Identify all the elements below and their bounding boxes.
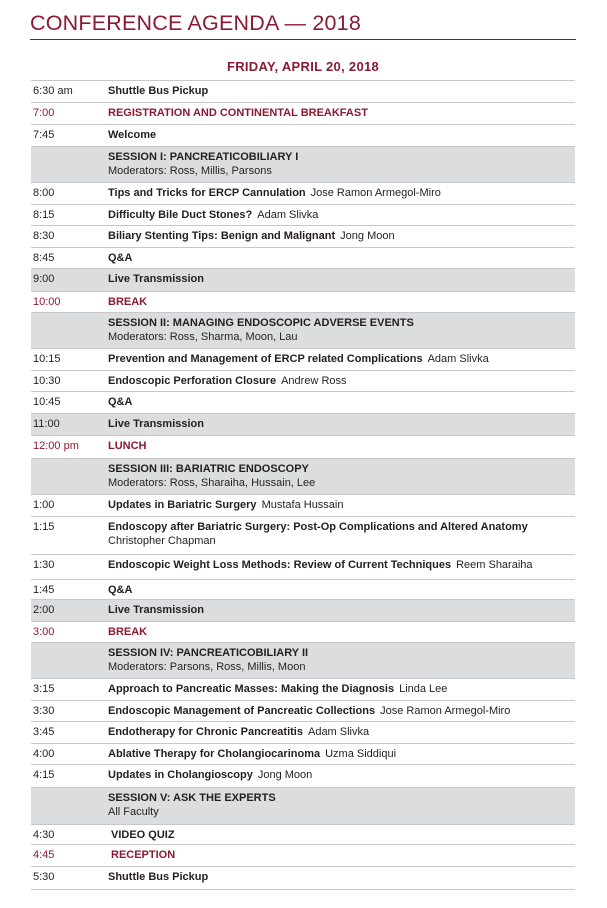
agenda-row: [31, 125, 575, 147]
agenda-time: 12:00 pm: [33, 440, 79, 452]
agenda-entry: [108, 705, 573, 719]
agenda-entry: [108, 317, 573, 344]
agenda-entry: [108, 440, 573, 454]
agenda-detail: Moderators: Parsons, Ross, Millis, Moon: [108, 660, 306, 673]
agenda-entry: [108, 252, 573, 266]
agenda-row: [31, 414, 575, 436]
agenda-title: Updates in Bariatric Surgery: [108, 499, 257, 511]
agenda-row: [31, 600, 575, 622]
agenda-title: SESSION IV: PANCREATICOBILIARY II: [108, 647, 309, 659]
agenda-row: [31, 103, 575, 125]
agenda-time: 10:00: [33, 296, 61, 308]
agenda-entry: [108, 463, 573, 490]
agenda-entry: [108, 353, 573, 367]
agenda-time: 8:30: [33, 230, 55, 242]
agenda-title: Live Transmission: [108, 418, 204, 430]
agenda-row: [31, 825, 575, 845]
agenda-entry: [108, 209, 573, 223]
agenda-entry: [108, 230, 573, 244]
agenda-row: [31, 495, 575, 517]
agenda-time: 8:00: [33, 187, 55, 199]
agenda-title: Shuttle Bus Pickup: [108, 871, 209, 883]
agenda-row: [31, 248, 575, 269]
agenda-title: BREAK: [108, 626, 148, 638]
agenda-detail: All Faculty: [108, 805, 159, 818]
agenda-title: Endoscopic Management of Pancreatic Collections: [108, 705, 376, 717]
agenda-title: Welcome: [108, 129, 157, 141]
agenda-time: 4:45: [33, 849, 55, 861]
agenda-title: SESSION III: BARIATRIC ENDOSCOPY: [108, 463, 309, 475]
agenda-detail: Moderators: Ross, Millis, Parsons: [108, 164, 272, 177]
agenda-entry: [108, 151, 573, 178]
agenda-entry: [111, 829, 576, 843]
agenda-row: [31, 845, 575, 867]
agenda-entry: [108, 129, 573, 143]
agenda-detail: Christopher Chapman: [108, 534, 216, 547]
agenda-title: VIDEO QUIZ: [111, 829, 175, 841]
agenda-time: 8:15: [33, 209, 55, 221]
agenda-row: [31, 436, 575, 459]
agenda-entry: [108, 375, 573, 389]
agenda-time: 7:45: [33, 129, 55, 141]
agenda-title: LUNCH: [108, 440, 147, 452]
agenda-time: 11:00: [33, 418, 60, 430]
agenda-row: [31, 679, 575, 701]
agenda-row: [31, 371, 575, 392]
agenda-title: SESSION I: PANCREATICOBILIARY I: [108, 151, 299, 163]
agenda-row: [31, 269, 575, 292]
agenda-row: [31, 788, 575, 825]
agenda-title: Live Transmission: [108, 604, 204, 616]
agenda-time: 3:45: [33, 726, 55, 738]
agenda-entry: [108, 792, 573, 819]
agenda-row: [31, 722, 575, 744]
day-heading: FRIDAY, APRIL 20, 2018: [226, 59, 380, 74]
agenda-row: [31, 744, 575, 765]
agenda-speaker: Mustafa Hussain: [261, 499, 344, 511]
agenda-row: [31, 555, 575, 580]
agenda-row: [31, 205, 575, 226]
agenda-row: [31, 765, 575, 788]
agenda-title: BREAK: [108, 296, 148, 308]
agenda-time: 1:30: [33, 559, 55, 571]
agenda-row: [31, 580, 575, 600]
agenda-title: Endoscopy after Bariatric Surgery: Post-Op Complications and Altered Anatomy: [108, 521, 528, 533]
agenda-title: Live Transmission: [108, 273, 204, 285]
agenda-row: [31, 147, 575, 183]
agenda-entry: [108, 748, 573, 762]
agenda-title: Ablative Therapy for Cholangiocarinoma: [108, 748, 321, 760]
agenda-time: 1:00: [33, 499, 55, 511]
agenda-entry: [108, 187, 573, 201]
agenda-row: [31, 80, 575, 103]
agenda-speaker: Jong Moon: [257, 769, 313, 781]
agenda-entry: [108, 296, 573, 310]
agenda-row: [31, 701, 575, 722]
agenda-detail: Moderators: Ross, Sharma, Moon, Lau: [108, 330, 298, 343]
agenda-entry: [108, 499, 573, 513]
agenda-entry: [108, 396, 573, 410]
agenda-row: [31, 392, 575, 414]
agenda-time: 10:30: [33, 375, 61, 387]
agenda-table: [31, 80, 575, 890]
agenda-title: Endoscopic Perforation Closure: [108, 375, 277, 387]
agenda-title: Endoscopic Weight Loss Methods: Review of Current Techniques: [108, 559, 452, 571]
agenda-speaker: Reem Sharaiha: [456, 559, 533, 571]
agenda-entry: [108, 107, 573, 121]
agenda-title: Endotherapy for Chronic Pancreatitis: [108, 726, 303, 738]
agenda-title: Updates in Cholangioscopy: [108, 769, 253, 781]
agenda-time: 2:00: [33, 604, 55, 616]
agenda-entry: [108, 584, 573, 598]
agenda-title: SESSION V: ASK THE EXPERTS: [108, 792, 276, 804]
agenda-time: 4:00: [33, 748, 55, 760]
agenda-speaker: Jong Moon: [340, 230, 395, 242]
agenda-title: Approach to Pancreatic Masses: Making the Diagnosis: [108, 683, 395, 695]
agenda-entry: [108, 418, 573, 432]
agenda-speaker: Uzma Siddiqui: [325, 748, 397, 760]
page-title: CONFERENCE AGENDA — 2018: [30, 11, 361, 35]
agenda-entry: [108, 626, 573, 640]
agenda-speaker: Jose Ramon Armegol-Miro: [310, 187, 441, 199]
agenda-time: 4:15: [33, 769, 55, 781]
agenda-row: [31, 292, 575, 313]
agenda-title: Q&A: [108, 584, 133, 596]
agenda-time: 10:15: [33, 353, 61, 365]
agenda-title: Biliary Stenting Tips: Benign and Malignant: [108, 230, 336, 242]
agenda-time: 8:45: [33, 252, 55, 264]
agenda-time: 1:15: [33, 521, 55, 533]
agenda-title: Difficulty Bile Duct Stones?: [108, 209, 253, 221]
agenda-time: 5:30: [33, 871, 55, 883]
agenda-title: Q&A: [108, 252, 133, 264]
agenda-time: 7:00: [33, 107, 55, 119]
agenda-time: 1:45: [33, 584, 55, 596]
agenda-row: [31, 643, 575, 679]
agenda-entry: [111, 849, 576, 863]
agenda-row: [31, 226, 575, 248]
agenda-entry: [108, 273, 573, 287]
agenda-speaker: Linda Lee: [399, 683, 448, 695]
agenda-title: SESSION II: MANAGING ENDOSCOPIC ADVERSE EVENTS: [108, 317, 414, 329]
agenda-entry: [108, 726, 573, 740]
agenda-speaker: Jose Ramon Armegol-Miro: [380, 705, 511, 717]
agenda-entry: [108, 871, 573, 885]
agenda-title: REGISTRATION AND CONTINENTAL BREAKFAST: [108, 107, 368, 119]
agenda-entry: [108, 769, 573, 783]
agenda-time: 3:00: [33, 626, 55, 638]
agenda-row: [31, 313, 575, 349]
agenda-time: 9:00: [33, 273, 55, 285]
agenda-row: [31, 517, 575, 555]
agenda-time: 4:30: [33, 829, 55, 841]
agenda-row: [31, 622, 575, 643]
agenda-entry: [108, 85, 573, 99]
agenda-speaker: Adam Slivka: [427, 353, 489, 365]
agenda-title: Q&A: [108, 396, 133, 408]
agenda-title: Prevention and Management of ERCP related Complications: [108, 353, 423, 365]
agenda-time: 3:15: [33, 683, 55, 695]
agenda-row: [31, 867, 575, 890]
agenda-entry: [108, 521, 573, 548]
agenda-row: [31, 459, 575, 495]
agenda-speaker: Andrew Ross: [281, 375, 347, 387]
agenda-entry: [108, 683, 573, 697]
agenda-detail: Moderators: Ross, Sharaiha, Hussain, Lee: [108, 476, 316, 489]
agenda-title: Tips and Tricks for ERCP Cannulation: [108, 187, 306, 199]
agenda-title: RECEPTION: [111, 849, 176, 861]
agenda-time: 10:45: [33, 396, 61, 408]
agenda-time: 3:30: [33, 705, 55, 717]
agenda-title: Shuttle Bus Pickup: [108, 85, 209, 97]
agenda-entry: [108, 647, 573, 674]
agenda-entry: [108, 559, 573, 573]
agenda-speaker: Adam Slivka: [307, 726, 370, 738]
title-divider: [30, 39, 576, 40]
agenda-row: [31, 349, 575, 371]
agenda-speaker: Adam Slivka: [257, 209, 319, 221]
agenda-entry: [108, 604, 573, 618]
agenda-row: [31, 183, 575, 205]
agenda-time: 6:30 am: [33, 85, 73, 97]
